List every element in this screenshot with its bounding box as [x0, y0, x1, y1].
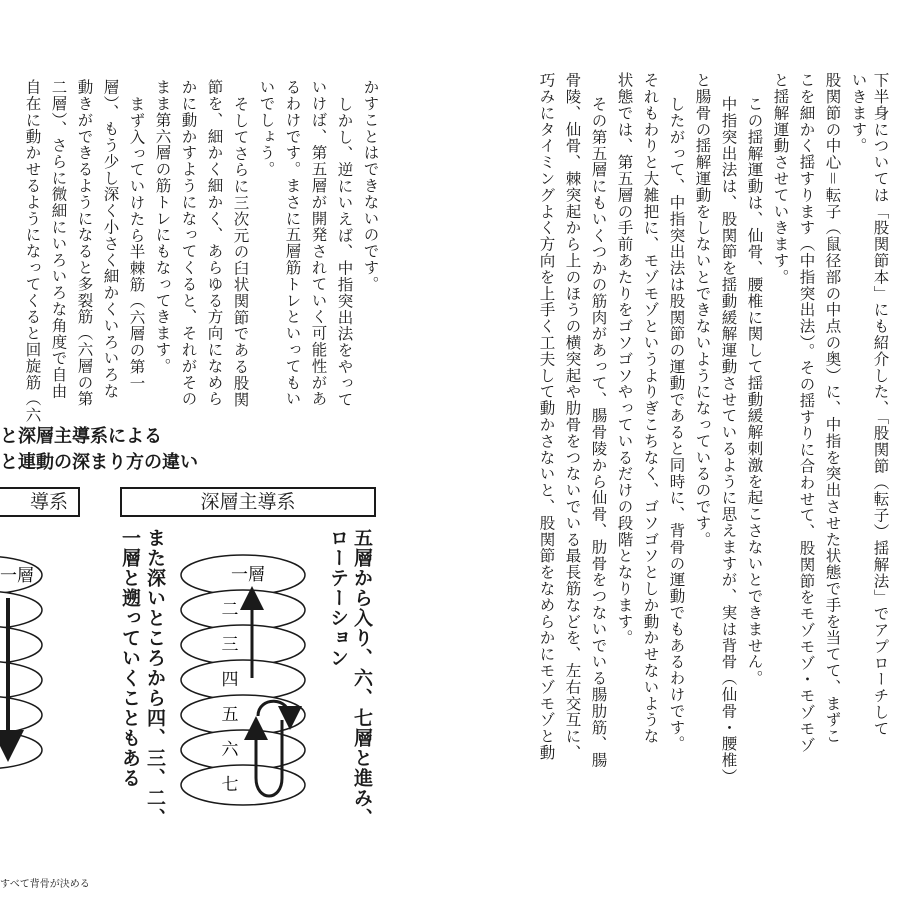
text-column: いけば、第五層が開発されていく可能性があ	[309, 79, 328, 407]
layer-ellipse	[181, 765, 305, 805]
figure-caption-line: 五層から入り、六、七層と進み、	[351, 528, 373, 828]
layer-label: 六	[221, 740, 239, 760]
text-column: そしてさらに三次元の臼状関節である股関	[231, 96, 250, 408]
text-column: 二層）、さらに微細にいろいろな角度で自由	[49, 79, 68, 400]
text-column: と腸骨の揺解運動をしないとできないようになっているのです。	[693, 72, 712, 548]
text-column: まま第六層の筋トレにもなってきます。	[153, 79, 172, 375]
text-column: それもわりと大雑把に、モゾモゾというよりぎこちなく、ゴソゴソとしか動かせないような	[641, 72, 660, 745]
figure-caption-line: また深いところから四、三、二、	[144, 528, 166, 828]
text-column: と揺解運動させていきます。	[771, 72, 790, 286]
text-column: いきます。	[849, 72, 868, 154]
text-column: るわけです。まさに五層筋トレといってもい	[283, 79, 302, 407]
text-column: かすことはできないのです。	[361, 79, 380, 293]
text-column: かに動かすようになってくると、それがその	[179, 79, 198, 407]
text-column: 節を、細かく細かく、あらゆる方向になめら	[205, 79, 224, 407]
figure-caption-line: ローテーション	[327, 528, 349, 668]
text-column: 層）、もう少し深く小さく細かくいろいろな	[101, 79, 120, 400]
text-column: 状態では、第五層の手前あたりをゴソゴソやっているだけの段階となります。	[615, 72, 634, 646]
figure-caption-line: 一層と遡っていくこともある	[119, 528, 141, 788]
layer-label: 四	[221, 670, 239, 690]
text-column: 巧みにタイミングよく方向を上手く工夫して動かさないと、股関節をなめらかにモゾモゾと動	[537, 72, 556, 761]
layer-ellipse	[181, 590, 305, 630]
deep-stack	[181, 555, 305, 805]
layer-label: 二	[221, 600, 239, 620]
layer-ellipse	[181, 660, 305, 700]
layer-ellipse	[181, 730, 305, 770]
text-column: その第五層にもいくつかの筋肉があって、腸骨陵から仙骨、肋骨をつないでいる腸肋筋、腸	[589, 96, 608, 769]
text-column: 自在に動かせるようになってくると回旋筋（六	[23, 79, 42, 424]
layer-ellipse	[181, 625, 305, 665]
figure-heading-line-2: と連動の深まり方の違い	[0, 452, 198, 473]
text-column: したがって、中指突出法は股関節の運動であると同時に、背骨の運動でもあるわけです。	[667, 96, 686, 752]
text-column: まず入っていけたら半棘筋（六層の第一	[127, 96, 146, 392]
text-column: こを細かく揺すります（中指突出法）。その揺すりに合わせて、股関節をモゾモゾ・モゾモゾ	[797, 72, 816, 754]
running-footer: すべて背骨が決める	[0, 879, 90, 890]
layer-label: 五	[221, 705, 239, 725]
text-column: この揺解運動は、仙骨、腰椎に関して揺動緩解刺激を起こさないとできません。	[745, 96, 764, 687]
figure-heading-line-1: と深層主導系による	[0, 426, 162, 447]
text-column: 動きができるようになると多裂筋（六層の第	[75, 79, 94, 407]
layer-label: 七	[221, 775, 239, 795]
layer-label: 三	[221, 635, 239, 655]
text-column: しかし、逆にいえば、中指突出法をやって	[335, 96, 354, 408]
layer-ellipse	[181, 695, 305, 735]
deep-system-label: 深層主導系	[120, 487, 376, 517]
text-column: 骨陵、仙骨、棘突起から上のほうの横突起や肋骨をつないでいる最長筋などを、左右交互に、	[563, 72, 582, 761]
text-column: 股関節の中心＝転子（鼠径部の中点の奥）に、中指を突出させた状態で手を当てて、まずこ	[823, 72, 842, 745]
text-column: いでしょう。	[257, 79, 276, 178]
shallow-layer-label: 一層	[0, 566, 34, 586]
layer-label: 一層	[231, 565, 265, 585]
text-column: 下半身については「股関節本」にも紹介した、「股関節（転子）揺解法」でアプローチして	[871, 72, 890, 737]
text-column: 中指突出法は、股関節を揺動緩解運動させているように思えますが、実は背骨（仙骨・腰椎）	[719, 96, 738, 785]
shallow-system-label: 導系	[0, 487, 80, 517]
